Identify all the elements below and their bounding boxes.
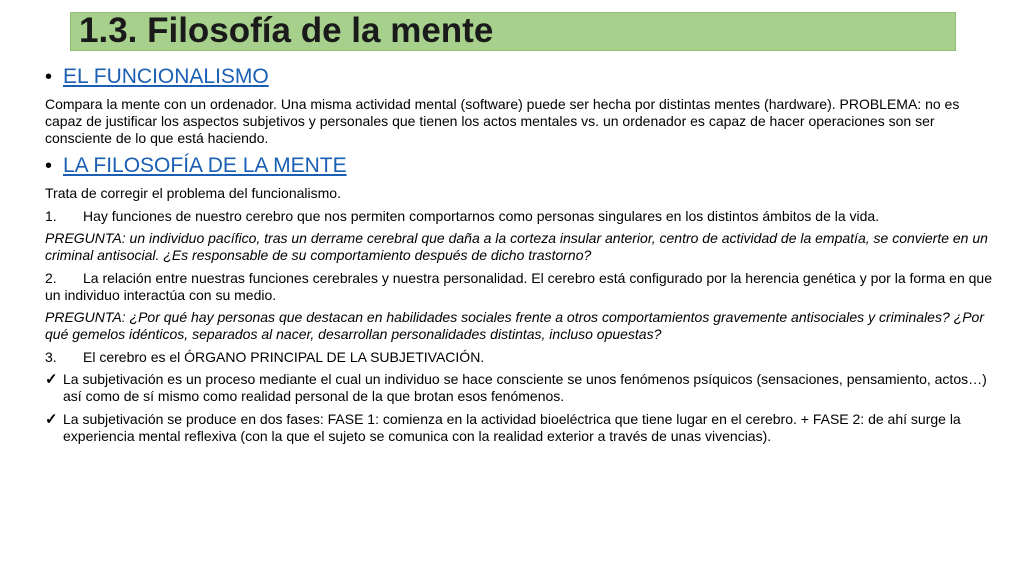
title-bar — [70, 12, 956, 51]
item-number: 3. — [45, 349, 57, 365]
link-filosofia-mente[interactable]: LA FILOSOFÍA DE LA MENTE — [63, 154, 347, 177]
numbered-item-2 — [45, 270, 1000, 304]
funcionalismo-paragraph: Compara la mente con un ordenador. Una misma actividad mental (software) puede ser hecha por distintas mentes (hardware). PROBLEMA: no es capaz de justificar los aspectos subjetivos y personales que tienen los actos mentales vs. un ordenador es capaz de hacer operaciones son ser consciente de lo que está haciendo. — [45, 96, 960, 146]
numbered-item-3 — [45, 349, 1000, 366]
question-2: PREGUNTA: ¿Por qué hay personas que destacan en habilidades sociales frente a otros comportamientos gravemente antisociales y criminales? ¿Por qué gemelos idénticos, separados al nacer, desarrollan personalidades distintas, incluso opuestas? — [45, 309, 984, 342]
item-number: 1. — [45, 208, 57, 224]
item-text: El cerebro es el ÓRGANO PRINCIPAL DE LA SUBJETIVACIÓN. — [83, 349, 485, 365]
filosofia-intro: Trata de corregir el problema del funcionalismo. — [45, 185, 341, 201]
checkmark-icon: ✓ — [45, 371, 58, 388]
link-funcionalismo[interactable]: EL FUNCIONALISMO — [63, 65, 269, 88]
item-text: Hay funciones de nuestro cerebro que nos permiten comportarnos como personas singulares en los distintos ámbitos de la vida. — [83, 208, 880, 224]
check-item-1 — [45, 371, 1000, 405]
page-title: 1.3. Filosofía de la mente — [79, 11, 494, 50]
section-heading-filosofia — [45, 153, 1000, 179]
numbered-item-1 — [45, 208, 1000, 225]
item-text: La relación entre nuestras funciones cerebrales y nuestra personalidad. El cerebro está configurado por la herencia genética y por la forma en que un individuo interactúa con su medio. — [45, 270, 992, 303]
question-1: PREGUNTA: un individuo pacífico, tras un derrame cerebral que daña a la corteza insular anterior, centro de actividad de la empatía, se convierte en un criminal antisocial. ¿Es responsable de su comportamiento después de dicho trastorno? — [45, 230, 988, 263]
section-heading-funcionalismo — [45, 64, 1000, 90]
bullet-icon: • — [45, 66, 53, 88]
bullet-icon: • — [45, 155, 53, 177]
slide-content — [45, 60, 1000, 451]
check-item-2 — [45, 411, 1000, 445]
item-number: 2. — [45, 270, 57, 286]
check-text: La subjetivación se produce en dos fases: FASE 1: comienza en la actividad bioeléctrica que tiene lugar en el cerebro. + FASE 2: de ahí surge la experiencia mental reflexiva (con la que el sujeto se comunica con la realidad exterior a través de unas vivencias). — [63, 411, 961, 444]
check-text: La subjetivación es un proceso mediante el cual un individuo se hace consciente se unos fenómenos psíquicos (sensaciones, pensamiento, actos…) así como de sí mismo como realidad personal de la que brotan esos fenómenos. — [63, 371, 987, 404]
checkmark-icon: ✓ — [45, 411, 58, 428]
